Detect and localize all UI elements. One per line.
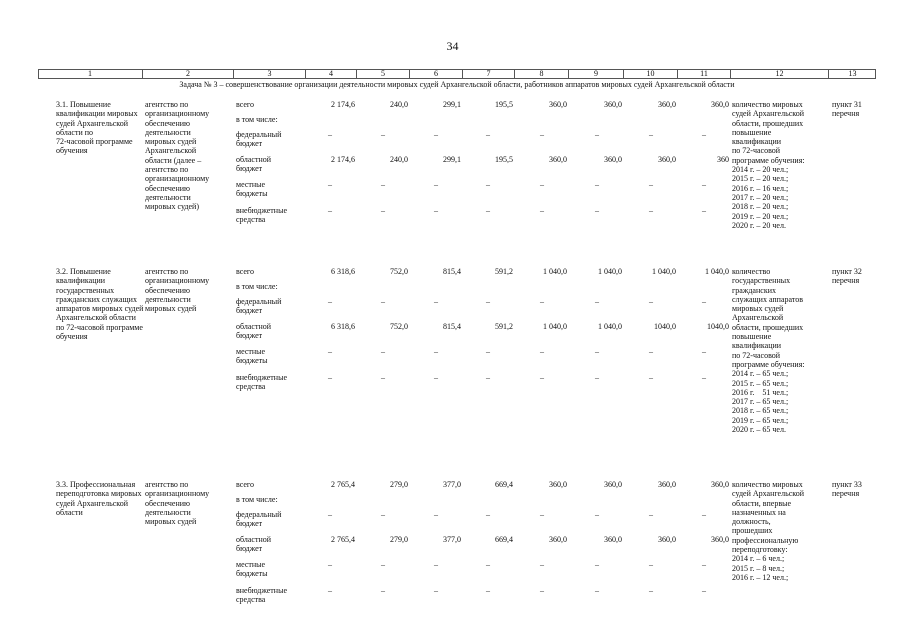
funding-value: – <box>381 130 385 139</box>
funding-value: – <box>649 206 653 215</box>
funding-value: – <box>702 130 706 139</box>
funding-value: – <box>540 373 544 382</box>
funding-source-label: всего <box>236 480 255 489</box>
funding-value: 1040,0 <box>654 322 676 331</box>
funding-value: – <box>595 180 599 189</box>
funding-value: – <box>702 510 706 519</box>
funding-value: 360,0 <box>658 535 676 544</box>
funding-value: 279,0 <box>390 535 408 544</box>
funding-source-label: в том числе: <box>236 115 278 124</box>
funding-value: 299,1 <box>443 155 461 164</box>
funding-value: – <box>486 560 490 569</box>
column-number-cell: 9 <box>568 70 623 78</box>
funding-value: 360,0 <box>604 100 622 109</box>
funding-value: 752,0 <box>390 322 408 331</box>
funding-value: 2 765,4 <box>331 535 355 544</box>
funding-value: – <box>434 130 438 139</box>
funding-value: 1040,0 <box>707 322 729 331</box>
column-number-cell: 2 <box>142 70 233 78</box>
funding-value: 2 174,6 <box>331 155 355 164</box>
funding-value: – <box>486 347 490 356</box>
column-number-cell: 10 <box>623 70 677 78</box>
funding-value: 1 040,0 <box>598 267 622 276</box>
funding-value: 360,0 <box>711 100 729 109</box>
measure-reference: пункт 33 перечня <box>832 480 862 499</box>
funding-source-label: местные бюджеты <box>236 180 268 199</box>
funding-source-label: федеральный бюджет <box>236 130 282 149</box>
funding-value: – <box>540 130 544 139</box>
funding-value: – <box>328 206 332 215</box>
funding-value: 360,0 <box>604 155 622 164</box>
funding-value: 1 040,0 <box>705 267 729 276</box>
funding-value: 360,0 <box>658 480 676 489</box>
funding-value: 360,0 <box>711 535 729 544</box>
funding-value: – <box>381 297 385 306</box>
funding-value: 360,0 <box>549 480 567 489</box>
funding-value: – <box>702 206 706 215</box>
column-number-header <box>38 69 876 79</box>
funding-value: – <box>540 560 544 569</box>
measure-reference: пункт 32 перечня <box>832 267 862 286</box>
funding-value: 2 174,6 <box>331 100 355 109</box>
funding-value: – <box>434 206 438 215</box>
funding-value: – <box>702 560 706 569</box>
funding-value: 815,4 <box>443 322 461 331</box>
funding-value: – <box>540 206 544 215</box>
measure-reference: пункт 31 перечня <box>832 100 862 119</box>
funding-value: – <box>328 586 332 595</box>
funding-value: 1 040,0 <box>543 322 567 331</box>
funding-value: – <box>649 180 653 189</box>
funding-value: – <box>595 347 599 356</box>
funding-value: – <box>649 347 653 356</box>
funding-value: – <box>486 586 490 595</box>
funding-value: – <box>649 560 653 569</box>
funding-value: 2 765,4 <box>331 480 355 489</box>
funding-value: – <box>381 510 385 519</box>
funding-value: 360 <box>717 155 729 164</box>
funding-value: 195,5 <box>495 155 513 164</box>
funding-value: 360,0 <box>549 100 567 109</box>
funding-value: 752,0 <box>390 267 408 276</box>
funding-value: – <box>595 586 599 595</box>
column-number-cell: 12 <box>730 70 828 78</box>
task-title: Задача № 3 – совершенствование организации деятельности мировых судей Архангельской области, работников аппаратов мировых судей Архангельской области <box>179 80 735 89</box>
column-number-cell: 13 <box>828 70 876 78</box>
measure-executor: агентство по организационному обеспечению деятельности мировых судей Архангельской области (далее – агентство по организационному обеспечению деятельности мировых судей) <box>145 100 210 212</box>
funding-value: 591,2 <box>495 267 513 276</box>
funding-value: – <box>702 586 706 595</box>
measure-executor: агентство по организационному обеспечению деятельности мировых судей <box>145 480 210 527</box>
funding-value: – <box>649 297 653 306</box>
funding-value: – <box>702 297 706 306</box>
funding-value: – <box>540 180 544 189</box>
funding-value: – <box>540 586 544 595</box>
funding-value: 669,4 <box>495 535 513 544</box>
funding-source-label: всего <box>236 100 255 109</box>
funding-value: 360,0 <box>549 155 567 164</box>
column-number-cell: 5 <box>356 70 409 78</box>
funding-value: – <box>540 347 544 356</box>
column-number-cell: 6 <box>409 70 462 78</box>
funding-value: 360,0 <box>711 480 729 489</box>
funding-value: 360,0 <box>604 535 622 544</box>
funding-value: – <box>434 586 438 595</box>
funding-value: 377,0 <box>443 480 461 489</box>
funding-value: – <box>486 130 490 139</box>
funding-value: – <box>328 560 332 569</box>
funding-value: 1 040,0 <box>652 267 676 276</box>
funding-value: 240,0 <box>390 155 408 164</box>
column-number-cell: 3 <box>233 70 305 78</box>
measure-result: количество мировых судей Архангельской области, прошедших повышение квалификации по 72-часовой программе обучения: 2014 г. – 20 чел.; 2015 г. – 20 чел.; 2016 г. – 16 чел.; 2017 г. – 20 чел.; 2018 г. – 20 чел.; 2019 г. – 20 чел.; 2020 г. – 20 чел. <box>732 100 805 230</box>
funding-value: – <box>381 373 385 382</box>
funding-value: – <box>702 347 706 356</box>
funding-value: – <box>702 373 706 382</box>
funding-value: 669,4 <box>495 480 513 489</box>
measure-executor: агентство по организационному обеспечению деятельности мировых судей <box>145 267 210 314</box>
funding-value: 360,0 <box>549 535 567 544</box>
column-number-cell: 4 <box>305 70 356 78</box>
funding-source-label: в том числе: <box>236 495 278 504</box>
funding-value: – <box>595 373 599 382</box>
funding-value: 1 040,0 <box>543 267 567 276</box>
funding-value: – <box>540 510 544 519</box>
funding-value: – <box>434 373 438 382</box>
funding-value: – <box>328 180 332 189</box>
funding-source-label: внебюджетные средства <box>236 586 287 605</box>
funding-value: – <box>328 347 332 356</box>
funding-value: – <box>649 373 653 382</box>
measure-name: 3.1. Повышение квалификации мировых судей Архангельской области по 72-часовой программе обучения <box>56 100 138 156</box>
funding-value: – <box>381 206 385 215</box>
funding-value: – <box>486 297 490 306</box>
funding-value: 299,1 <box>443 100 461 109</box>
funding-value: – <box>595 130 599 139</box>
funding-source-label: областной бюджет <box>236 155 272 174</box>
funding-value: 6 318,6 <box>331 267 355 276</box>
funding-value: – <box>649 130 653 139</box>
funding-value: – <box>649 586 653 595</box>
funding-value: 195,5 <box>495 100 513 109</box>
funding-value: – <box>328 373 332 382</box>
funding-value: 377,0 <box>443 535 461 544</box>
column-number-cell: 11 <box>677 70 730 78</box>
funding-value: – <box>381 560 385 569</box>
funding-value: – <box>381 180 385 189</box>
measure-name: 3.3. Профессиональная переподготовка мировых судей Архангельской области <box>56 480 142 517</box>
funding-value: – <box>434 297 438 306</box>
funding-value: – <box>595 510 599 519</box>
measure-result: количество мировых судей Архангельской области, впервые назначенных на должность, прошедших профессиональную переподготовку: 2014 г. – 6 чел.; 2015 г. – 8 чел.; 2016 г. – 12 чел.; <box>732 480 805 582</box>
funding-value: 279,0 <box>390 480 408 489</box>
page-number: 34 <box>446 39 459 53</box>
funding-value: – <box>486 373 490 382</box>
funding-value: 815,4 <box>443 267 461 276</box>
funding-source-label: местные бюджеты <box>236 347 268 366</box>
funding-value: – <box>486 206 490 215</box>
funding-value: – <box>595 560 599 569</box>
funding-value: 240,0 <box>390 100 408 109</box>
funding-value: – <box>434 510 438 519</box>
funding-source-label: внебюджетные средства <box>236 206 287 225</box>
funding-source-label: федеральный бюджет <box>236 297 282 316</box>
funding-source-label: в том числе: <box>236 282 278 291</box>
funding-value: 6 318,6 <box>331 322 355 331</box>
funding-value: – <box>702 180 706 189</box>
funding-value: 1 040,0 <box>598 322 622 331</box>
column-number-cell: 7 <box>462 70 514 78</box>
funding-value: – <box>486 180 490 189</box>
funding-source-label: всего <box>236 267 255 276</box>
funding-source-label: областной бюджет <box>236 535 272 554</box>
funding-value: 360,0 <box>658 155 676 164</box>
funding-source-label: областной бюджет <box>236 322 272 341</box>
funding-value: – <box>649 510 653 519</box>
funding-value: – <box>381 347 385 356</box>
measure-result: количество государственных гражданских служащих аппаратов мировых судей Архангельской области, прошедших повышение квалификации по 72-часовой программе обучения: 2014 г. – 65 чел.; 2015 г. – 65 чел.; 2016 г. 51 чел.; 2017 г. – 65 чел.; 2018 г. – 65 чел.; 2019 г. – 65 чел.; 2020 г. – 65 чел. <box>732 267 805 435</box>
funding-value: – <box>540 297 544 306</box>
funding-value: – <box>486 510 490 519</box>
funding-value: – <box>328 130 332 139</box>
funding-value: 360,0 <box>604 480 622 489</box>
funding-value: – <box>328 297 332 306</box>
funding-value: – <box>434 347 438 356</box>
column-number-cell: 8 <box>514 70 568 78</box>
measure-name: 3.2. Повышение квалификации государственных гражданских служащих аппаратов мировых судей Архангельской области по 72-часовой программе обучения <box>56 267 144 342</box>
funding-source-label: внебюджетные средства <box>236 373 287 392</box>
funding-value: – <box>434 560 438 569</box>
funding-value: 360,0 <box>658 100 676 109</box>
funding-source-label: федеральный бюджет <box>236 510 282 529</box>
funding-value: 591,2 <box>495 322 513 331</box>
funding-value: – <box>595 206 599 215</box>
funding-value: – <box>328 510 332 519</box>
funding-source-label: местные бюджеты <box>236 560 268 579</box>
funding-value: – <box>381 586 385 595</box>
column-number-cell: 1 <box>88 69 92 78</box>
funding-value: – <box>595 297 599 306</box>
funding-value: – <box>434 180 438 189</box>
